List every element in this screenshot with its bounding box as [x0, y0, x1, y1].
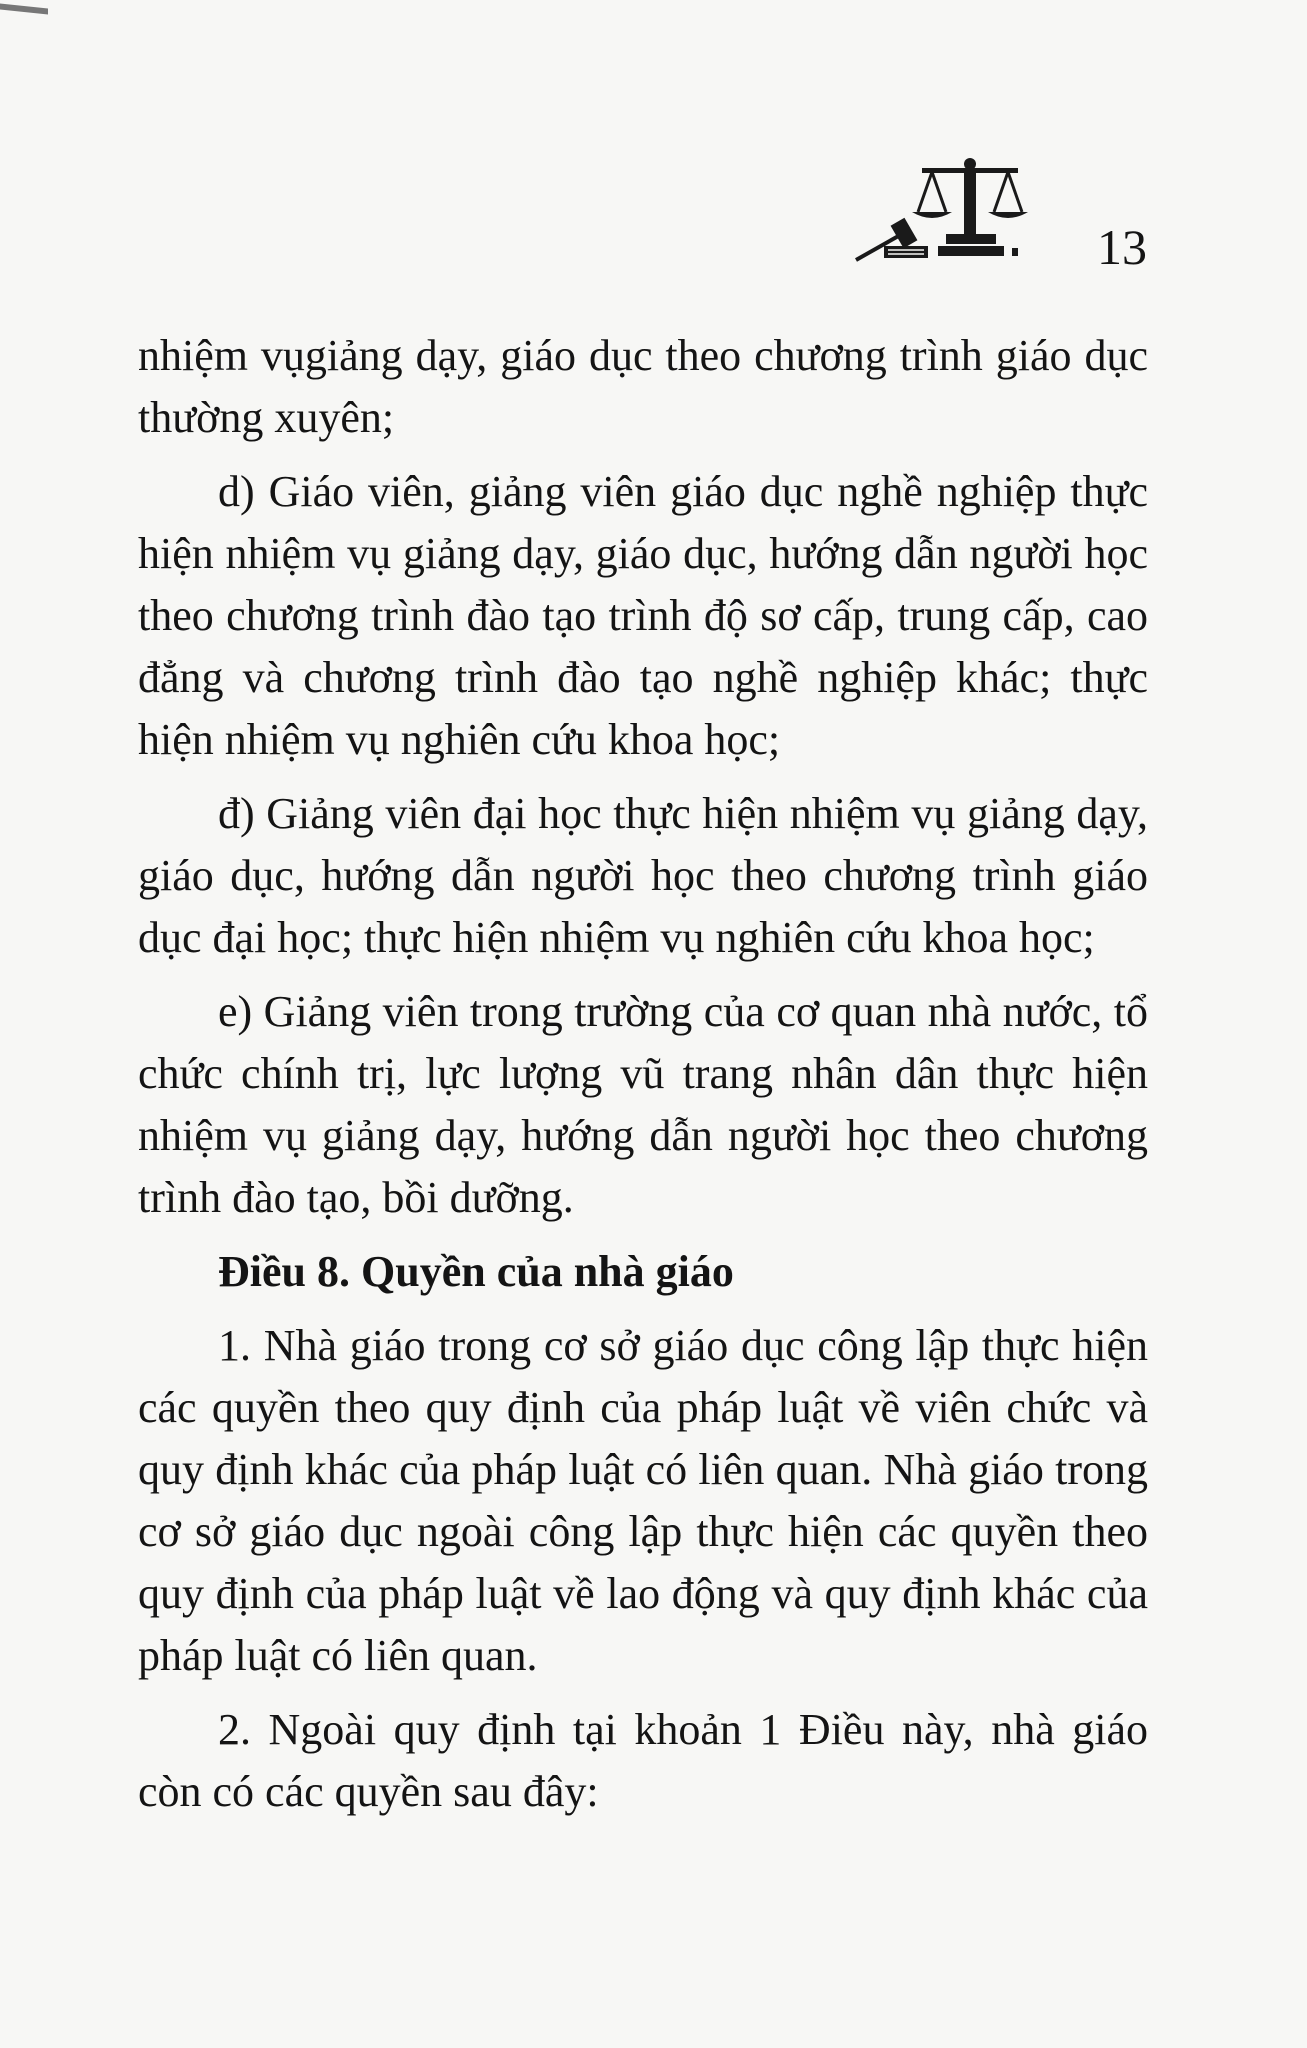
page-number: 13: [1097, 219, 1147, 275]
scales-of-justice-gavel-icon: [852, 150, 1052, 280]
scan-corner-mark: [0, 3, 48, 14]
paragraph-item-d: d) Giáo viên, giảng viên giáo dục nghề nghiệp thực hiện nhiệm vụ giảng dạy, giáo dục, hướng dẫn người học theo chương trình đào tạo trình độ sơ cấp, trung cấp, cao đẳng và chương trình đào tạo nghề nghiệp khác; thực hiện nhiệm vụ nghiên cứu khoa học;: [138, 467, 1148, 764]
paragraph-continuation: nhiệm vụgiảng dạy, giáo dục theo chương trình giáo dục thường xuyên;: [138, 331, 1148, 442]
article-heading: Điều 8. Quyền của nhà giáo: [218, 1247, 734, 1296]
paragraph-clause-2: 2. Ngoài quy định tại khoản 1 Điều này, nhà giáo còn có các quyền sau đây:: [138, 1705, 1148, 1816]
paragraph-item-e: e) Giảng viên trong trường của cơ quan nhà nước, tổ chức chính trị, lực lượng vũ trang nhân dân thực hiện nhiệm vụ giảng dạy, hướng dẫn người học theo chương trình đào tạo, bồi dưỡng.: [138, 987, 1148, 1222]
paragraph-clause-1: 1. Nhà giáo trong cơ sở giáo dục công lập thực hiện các quyền theo quy định của pháp luật về viên chức và quy định khác của pháp luật có liên quan. Nhà giáo trong cơ sở giáo dục ngoài công lập thực hiện các quyền theo quy định của pháp luật về lao động và quy định khác của pháp luật có liên quan.: [138, 1321, 1148, 1680]
page-body: [138, 325, 1148, 1835]
page-header: [827, 150, 1147, 280]
paragraph-item-dd: đ) Giảng viên đại học thực hiện nhiệm vụ giảng dạy, giáo dục, hướng dẫn người học theo chương trình giáo dục đại học; thực hiện nhiệm vụ nghiên cứu khoa học;: [138, 789, 1148, 962]
